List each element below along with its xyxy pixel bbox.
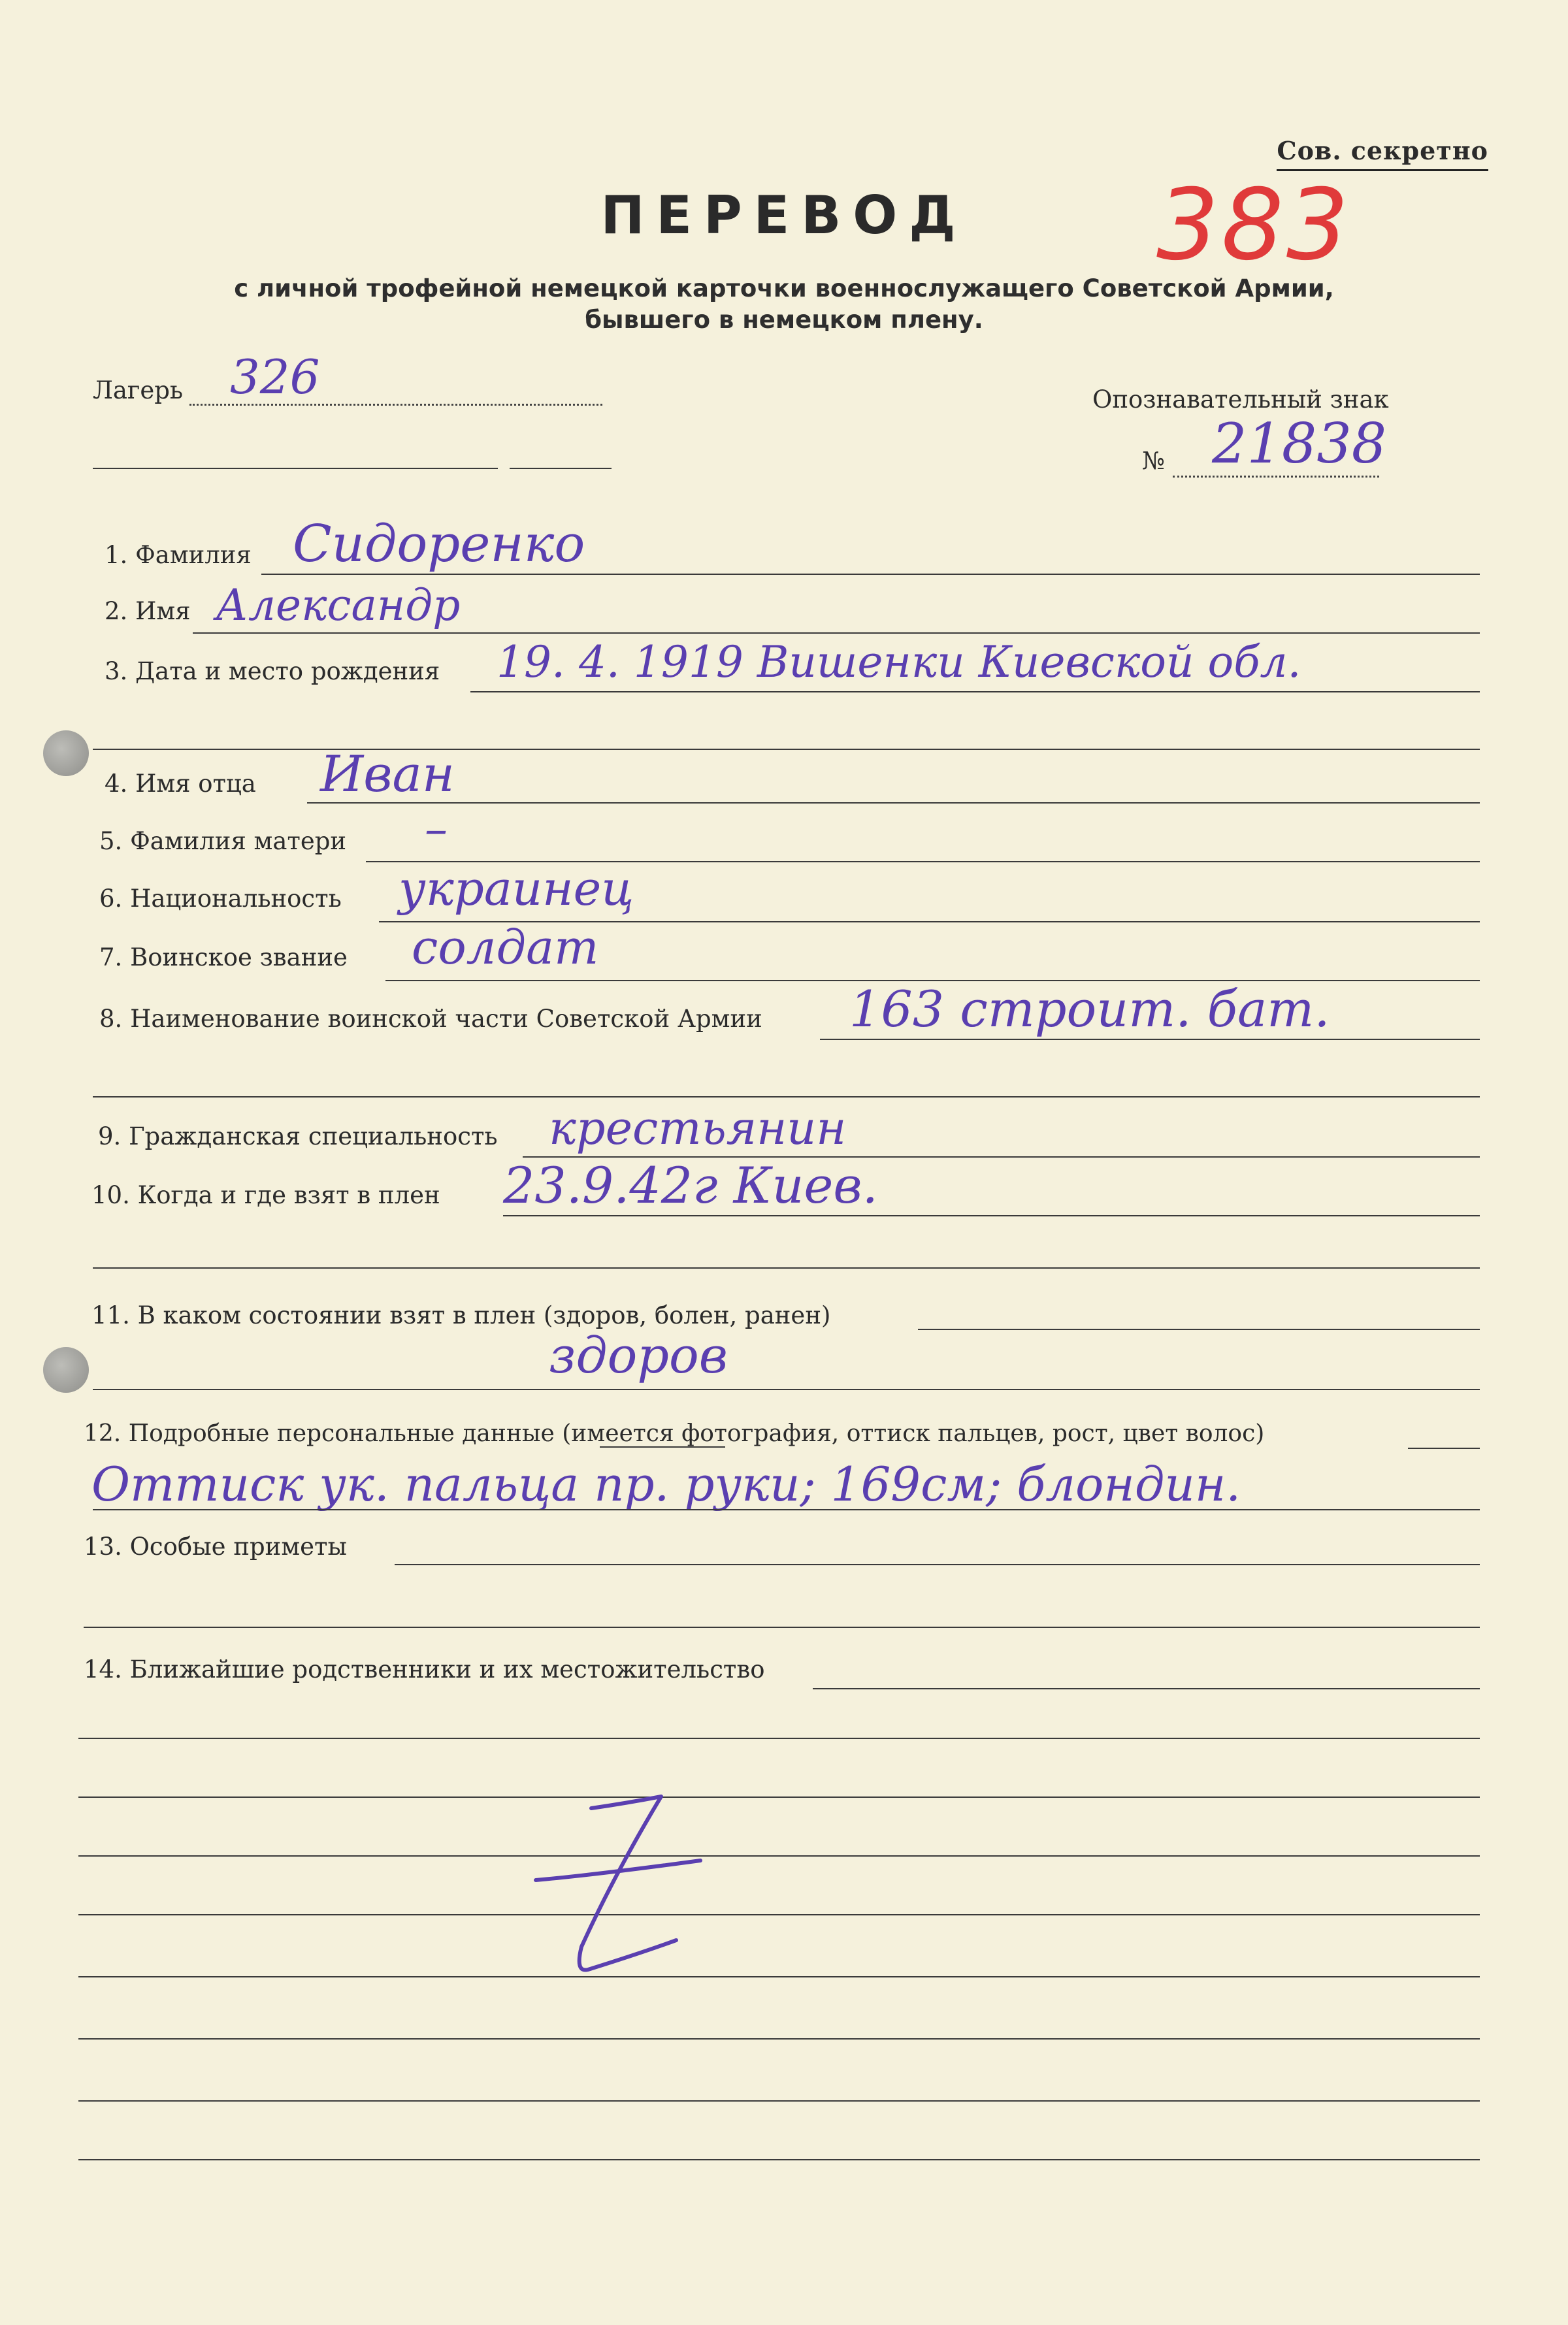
- strike-mark: [516, 1777, 712, 1999]
- field-unit-value: 163 строит. бат.: [849, 980, 1330, 1038]
- camp-underline: [189, 404, 602, 406]
- field-rank-value: солдат: [412, 920, 599, 975]
- id-tag-label: Опознавательный знак: [1092, 385, 1389, 414]
- field-birth-label: 3. Дата и место рождения: [105, 657, 440, 685]
- handwritten-number: 383: [1156, 169, 1352, 282]
- blank-line: [78, 1855, 1480, 1857]
- camp-value: 326: [230, 350, 320, 404]
- field-details-label: 12. Подробные персональные данные (имеется фотография, оттиск пальцев, рост, цвет волос): [84, 1420, 1265, 1447]
- blank-line: [78, 1976, 1480, 1977]
- id-tag-underline: [1173, 476, 1379, 478]
- field-line: [193, 632, 1480, 634]
- field-birth-value: 19. 4. 1919 Вишенки Киевской обл.: [497, 637, 1301, 687]
- field-line: [918, 1329, 1480, 1330]
- field-surname-value: Сидоренко: [293, 515, 585, 574]
- field-condition-label: 11. В каком состоянии взят в плен (здоров, болен, ранен): [91, 1301, 831, 1329]
- field-nationality-label: 6. Национальность: [99, 885, 342, 913]
- subtitle-line-2: бывшего в немецком плену.: [585, 306, 983, 334]
- field-mother-value: –: [425, 802, 448, 856]
- underline-имеется: [600, 1446, 725, 1448]
- field-line: [503, 1215, 1480, 1216]
- id-tag-value: 21838: [1212, 412, 1387, 476]
- blank-line: [78, 2038, 1480, 2040]
- document-subtitle: [0, 273, 1568, 336]
- id-tag-number-sign: №: [1142, 447, 1166, 475]
- field-surname-label: 1. Фамилия: [105, 541, 252, 569]
- field-line-extra: [93, 1267, 1480, 1269]
- blank-line: [78, 1797, 1480, 1798]
- field-relatives-label: 14. Ближайшие родственники и их местожительство: [84, 1655, 765, 1683]
- classification-stamp: Сов. секретно: [1277, 136, 1488, 171]
- field-features-label: 13. Особые приметы: [84, 1533, 347, 1561]
- field-unit-label: 8. Наименование воинской части Советской Армии: [99, 1005, 762, 1033]
- blank-line: [78, 2159, 1480, 2160]
- field-captured-value: 23.9.42г Киев.: [503, 1156, 878, 1214]
- field-details-value: Оттиск ук. пальца пр. руки; 169см; блондин.: [91, 1457, 1241, 1512]
- field-mother-label: 5. Фамилия матери: [99, 827, 347, 855]
- field-line: [307, 802, 1480, 804]
- blank-line: [78, 2100, 1480, 2102]
- field-line: [1408, 1448, 1480, 1449]
- field-father-label: 4. Имя отца: [105, 770, 256, 798]
- blank-line: [78, 1738, 1480, 1739]
- field-captured-label: 10. Когда и где взят в плен: [91, 1181, 440, 1209]
- field-line-extra: [84, 1627, 1480, 1628]
- blank-line: [510, 468, 612, 469]
- field-name-value: Александр: [216, 580, 461, 630]
- field-line: [395, 1564, 1480, 1565]
- field-line: [813, 1688, 1480, 1689]
- field-nationality-value: украинец: [399, 861, 634, 916]
- field-line-extra: [93, 1389, 1480, 1390]
- field-condition-value: здоров: [549, 1326, 728, 1384]
- field-line: [470, 691, 1480, 692]
- document-title: ПЕРЕВОД: [600, 185, 968, 246]
- blank-line: [93, 468, 498, 469]
- field-name-label: 2. Имя: [105, 597, 191, 625]
- field-rank-label: 7. Воинское звание: [99, 943, 348, 971]
- field-line: [820, 1039, 1480, 1040]
- subtitle-line-1: с личной трофейной немецкой карточки военнослужащего Советской Армии,: [234, 274, 1334, 302]
- field-line-extra: [93, 1096, 1480, 1097]
- field-line-extra: [93, 749, 1480, 750]
- blank-line: [78, 1914, 1480, 1915]
- punch-hole-bottom: [43, 1347, 89, 1393]
- camp-label: Лагерь: [93, 376, 184, 404]
- field-profession-label: 9. Гражданская специальность: [98, 1122, 498, 1150]
- field-father-value: Иван: [320, 745, 455, 803]
- field-line: [261, 574, 1480, 575]
- field-line-extra: [93, 1509, 1480, 1510]
- field-profession-value: крестьянин: [549, 1101, 847, 1155]
- punch-hole-top: [43, 730, 89, 776]
